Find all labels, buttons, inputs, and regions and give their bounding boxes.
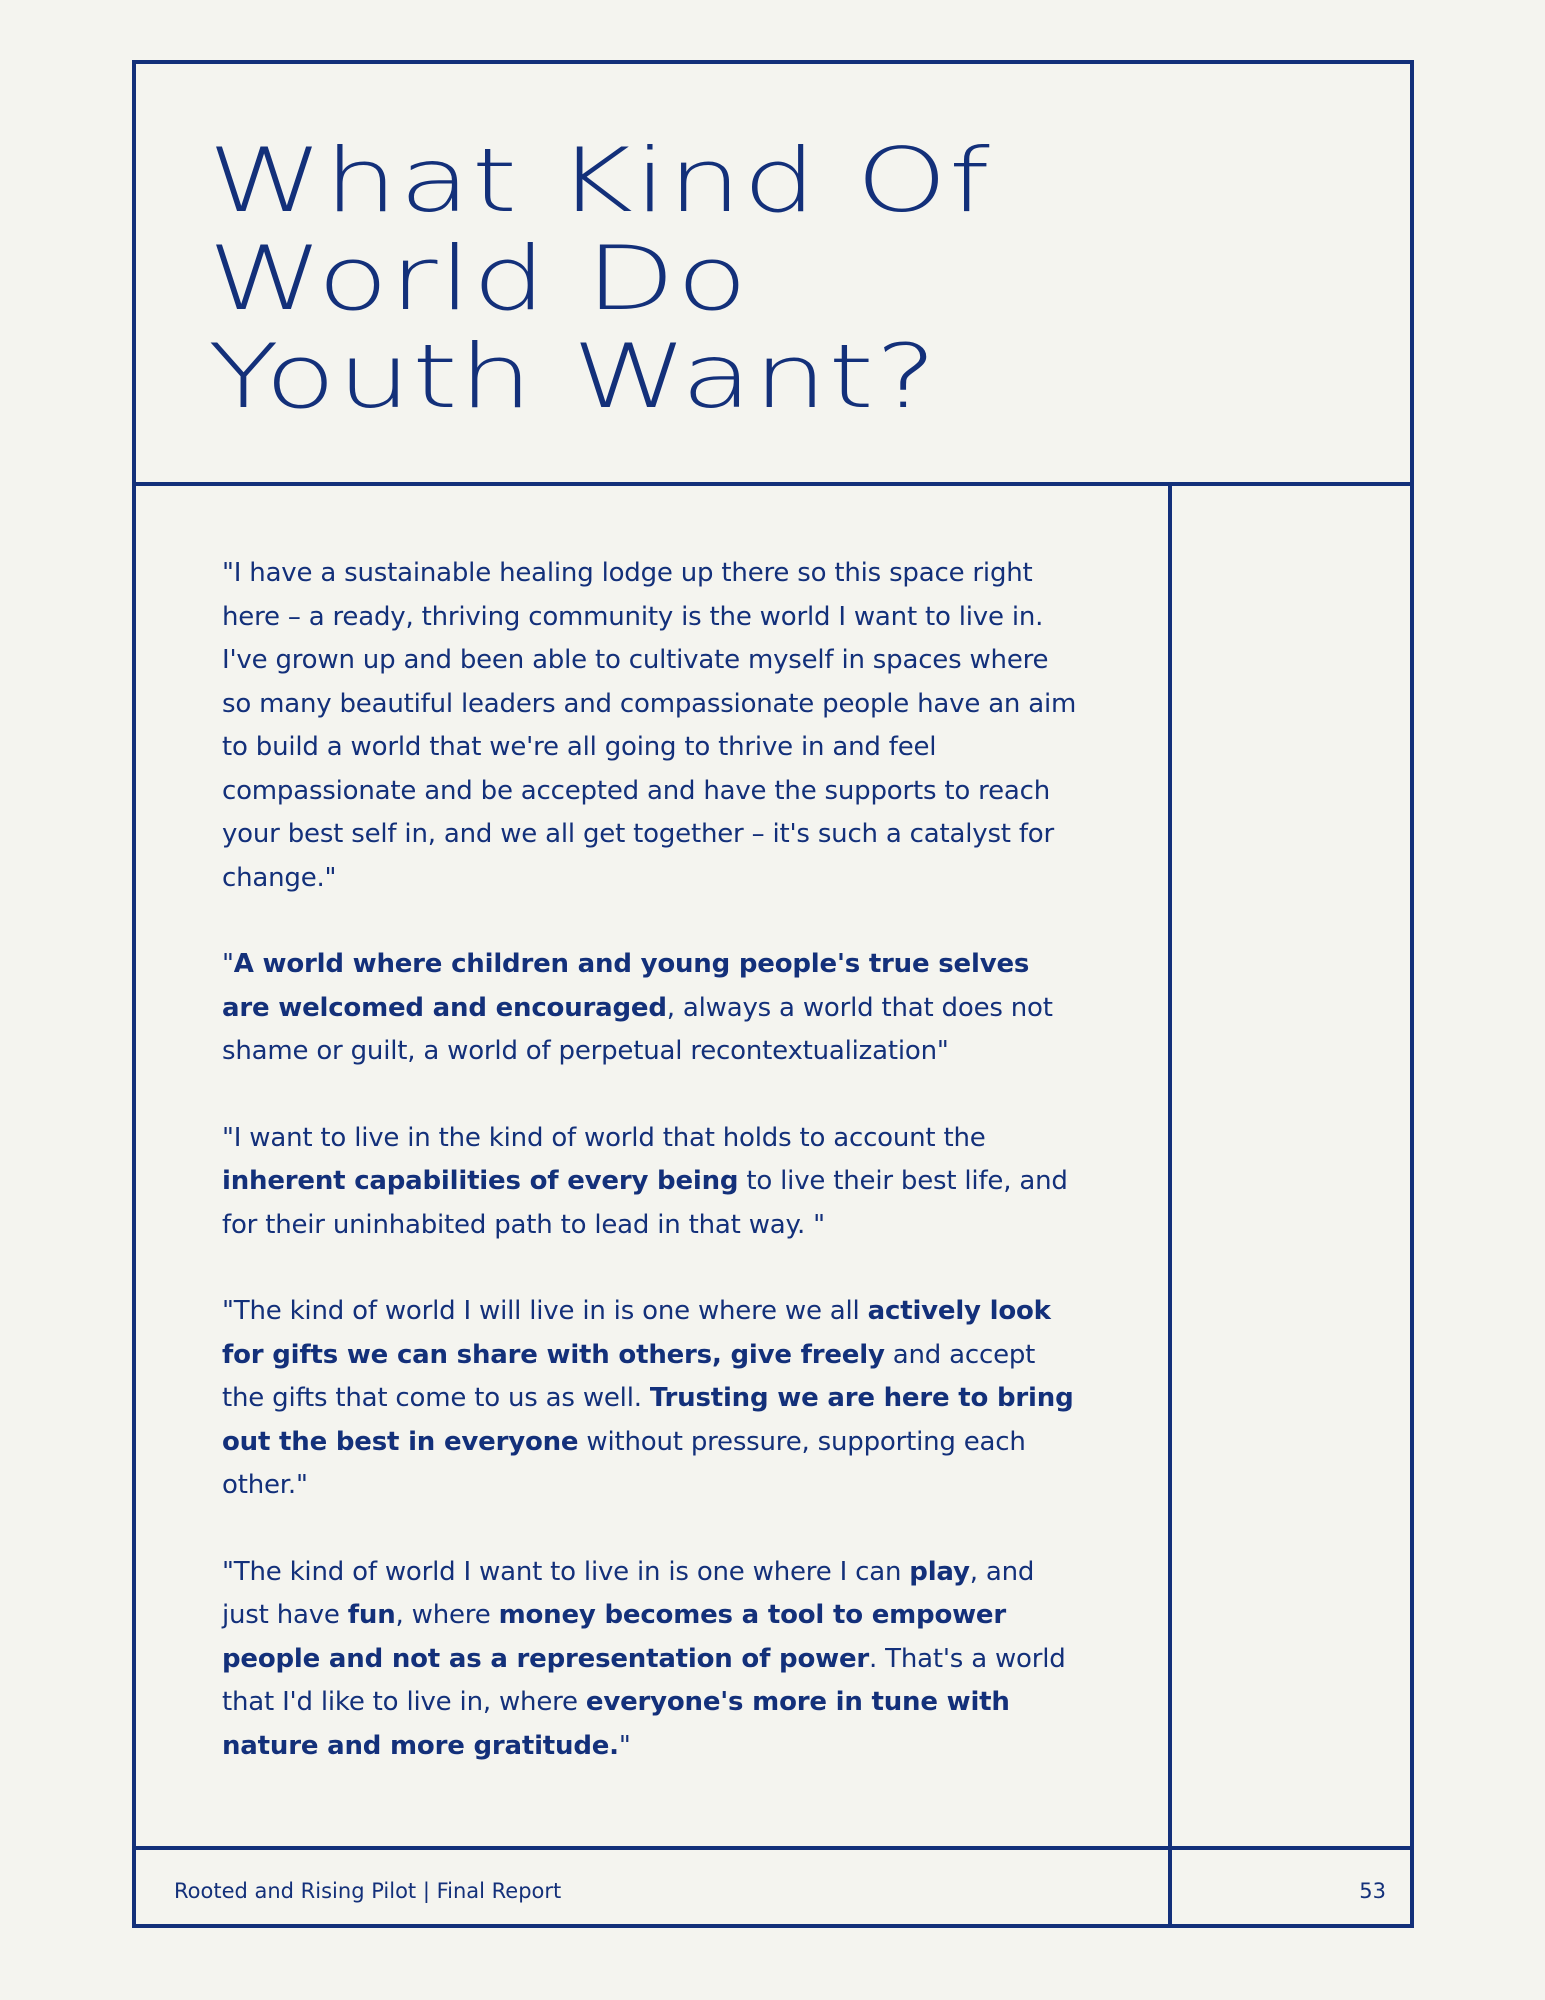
quote-emphasis: money becomes a tool to empower people and not as a representation of power (222, 1600, 1006, 1674)
quote (222, 1290, 1082, 1508)
quote (222, 943, 1082, 1074)
quote-text: , always a world that does not shame or guilt, a world of perpetual recontextualization" (222, 992, 1053, 1066)
quote-emphasis: fun (347, 1600, 396, 1630)
column-divider (1168, 482, 1172, 1924)
quote-text: " (222, 949, 234, 979)
quote-text: " (618, 1730, 631, 1761)
quote-text: , where (395, 1600, 499, 1630)
quote (222, 552, 1082, 900)
quote (222, 1117, 1082, 1248)
page-title (208, 129, 992, 428)
title-line-1: What Kind Of (208, 129, 992, 232)
quote-text: . That's a world that I'd like to live in, where (222, 1643, 1066, 1717)
quote-text: to live their best life, and for their uninhabited path to lead in that way. " (222, 1166, 1068, 1240)
quote-text: and accept the gifts that come to us as well. (222, 1339, 1036, 1413)
title-divider (136, 482, 1410, 486)
title-line-2: World Do (208, 227, 749, 330)
quote-emphasis: play (909, 1556, 970, 1587)
quote-emphasis: Trusting we are here to bring out the best in everyone (222, 1383, 1074, 1457)
page-frame (132, 60, 1414, 1928)
footer-divider (136, 1846, 1410, 1850)
quote-emphasis: actively look for gifts we can share with others, give freely (222, 1296, 1051, 1370)
footer-report-name: Rooted and Rising Pilot | Final Report (174, 1879, 562, 1903)
footer-page-number: 53 (1359, 1879, 1386, 1903)
title-line-3: Youth Want? (208, 325, 939, 428)
quote-text: "I want to live in the kind of world that holds to account the (222, 1122, 986, 1153)
quote-emphasis: A world where children and young people's true selves are welcomed and encouraged (222, 949, 1030, 1023)
quote (222, 1551, 1082, 1769)
quote-text: , and just have (222, 1556, 1035, 1630)
quote-text: "The kind of world I want to live in is one where I can (222, 1556, 910, 1587)
quote-text: without pressure, supporting each other." (222, 1426, 1026, 1500)
quote-text: "I have a sustainable healing lodge up there so this space right here – a ready, thriving community is the world I want to live in. I've grown up and been able to cultivate myself in spaces where so many beautiful leaders and compassionate people have an aim to build a world that we're all going to thrive in and feel compassionate and be accepted and have the supports to reach your best self in, and we all get together – it's such a catalyst for change." (222, 558, 1077, 893)
quotes-column (222, 552, 1082, 1811)
quote-text: "The kind of world I will live in is one where we all (222, 1296, 868, 1326)
quote-emphasis: inherent capabilities of every being (222, 1166, 739, 1196)
quote-emphasis: everyone's more in tune with nature and more gratitude. (222, 1687, 1010, 1761)
